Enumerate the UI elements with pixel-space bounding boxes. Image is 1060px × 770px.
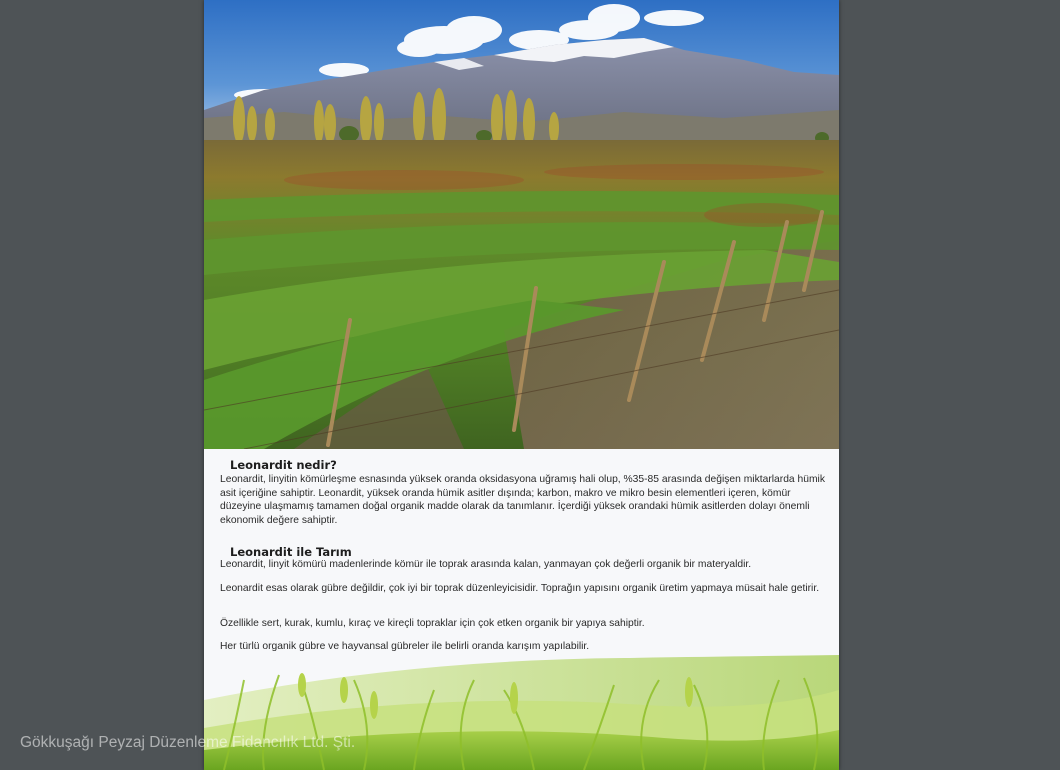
vineyard-photo	[204, 0, 839, 449]
section-paragraph: Leonardit, linyit kömürü madenlerinde kömür ile toprak arasında kalan, yanmayan çok değerli organik bir materyaldir.	[220, 559, 752, 570]
watermark-text: Gökkuşağı Peyzaj Düzenleme Fidancılık Ltd. Şti.	[20, 734, 356, 751]
section-heading-leonardit-nedir: Leonardit nedir?	[230, 458, 337, 472]
section-paragraph: Leonardit, linyitin kömürleşme esnasında yüksek oranda oksidasyona uğramış hali olup, %35-85 arasında değişen miktarlarda hümik asit içeriğine sahiptir. Leonardit, yüksek oranda hümik asitler dışında; karbon, makro ve mikro besin elementleri içeren, kömür düzeyine ulaşmamış tamamen doğal organik madde olarak da tanımlanır. İçerdiği yüksek orandaki hümik asitlerden dolayı önemli ekonomik değere sahiptir.	[220, 474, 825, 526]
section-paragraph: Her türlü organik gübre ve hayvansal gübreler ile belirli oranda karışım yapılabilir.	[220, 641, 590, 652]
section-heading-leonardit-ile-tarim: Leonardit ile Tarım	[230, 545, 352, 559]
section-paragraph: Özellikle sert, kurak, kumlu, kıraç ve kireçli topraklar için çok etken organik bir yapıya sahiptir.	[220, 618, 645, 629]
grass-illustration	[204, 650, 839, 770]
document-page	[204, 0, 839, 770]
section-paragraph: Leonardit esas olarak gübre değildir, çok iyi bir toprak düzenleyicisidir. Toprağın yapısını organik üretim yapmaya müsait hale getirir.	[220, 583, 820, 594]
